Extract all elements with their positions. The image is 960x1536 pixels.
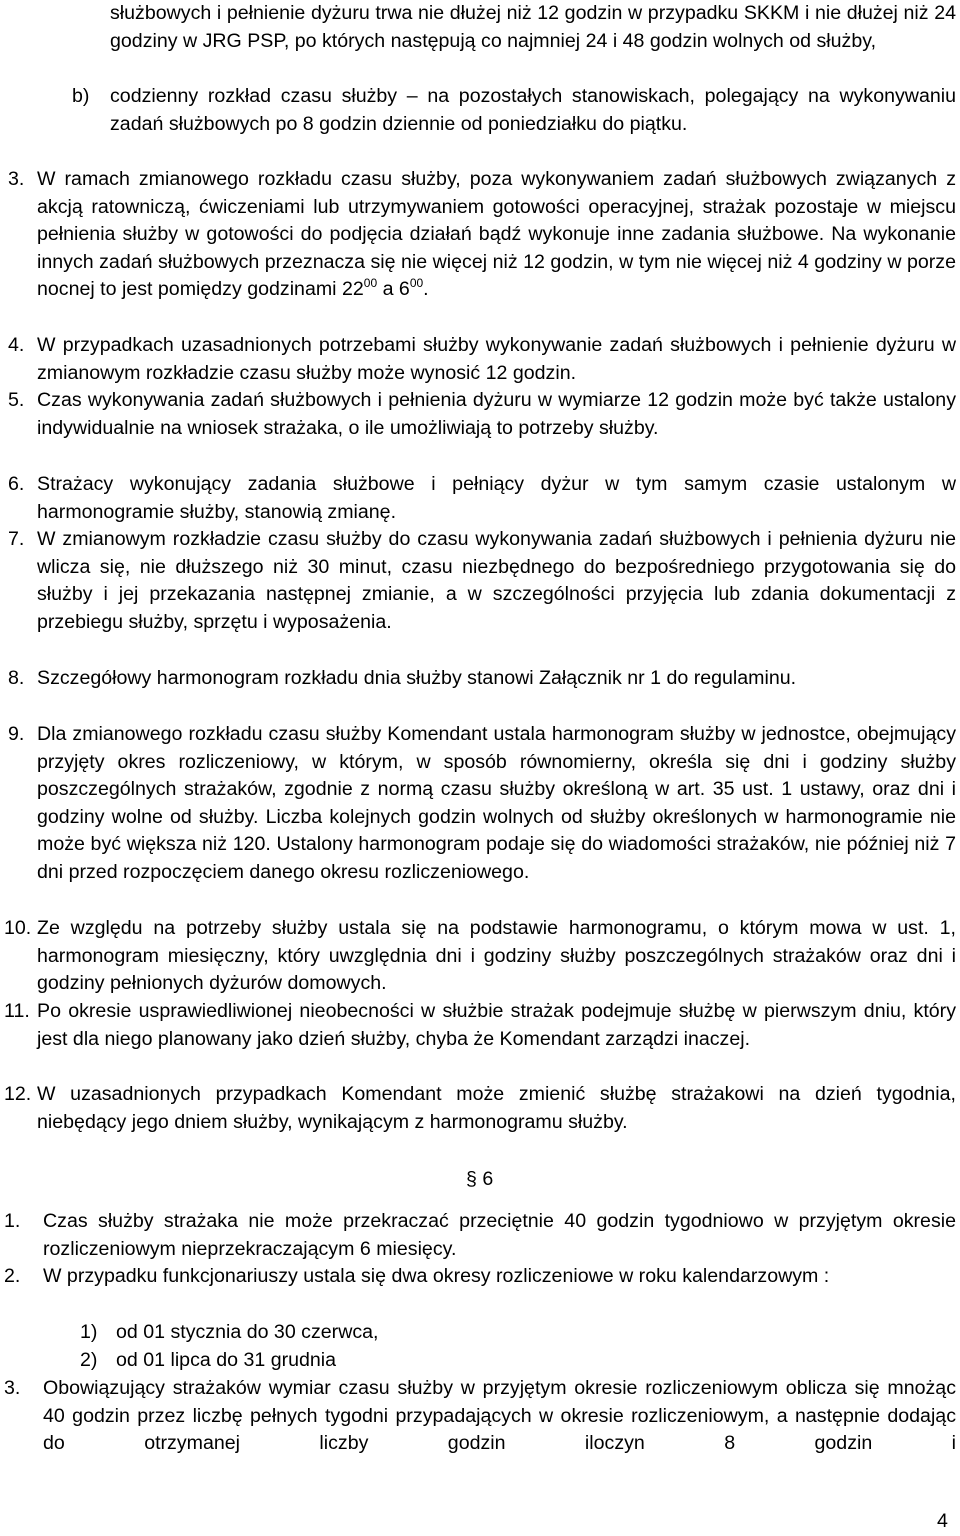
page-number: 4 xyxy=(937,1510,948,1532)
s2-item-2-text: W przypadku funkcjonariuszy ustala się dwa okresy rozliczeniowe w roku kalendarzowym : xyxy=(43,1265,830,1287)
item-11-text: Po okresie usprawiedliwionej nieobecności w służbie strażak podejmuje służbę w pierwszym dniu, który jest dla niego planowany jako dzień służby, chyba że Komendant zarządzi inaczej. xyxy=(37,1000,956,1050)
sub-item-1-number: 1) xyxy=(80,1321,98,1343)
s2-item-3-text: Obowiązujący strażaków wymiar czasu służby w przyjętym okresie rozliczeniowym oblicza się mnożąc 40 godzin przez liczbę pełnych tygodni przypadających w okresie rozliczeniowym, a następnie dodając do otrzymanej liczby godzin iloczyn 8 godzin i xyxy=(43,1377,956,1455)
sub-item-2-number: 2) xyxy=(80,1349,98,1371)
paragraph-mark: § 6 xyxy=(466,1168,494,1190)
item-a-continuation: służbowych i pełnienie dyżuru trwa nie dłużej niż 12 godzin w przypadku SKKM i nie dłużej niż 24 godziny w JRG PSP, po których następują co najmniej 24 i 48 godzin wolnych od służby, xyxy=(110,2,956,52)
item-5-text: Czas wykonywania zadań służbowych i pełnienia dyżuru w wymiarze 12 godzin może być także ustalony indywidualnie na wniosek strażaka, o ile umożliwiają to potrzeby służby. xyxy=(37,389,956,439)
item-10-number: 10. xyxy=(4,917,32,939)
item-b-label: b) xyxy=(72,85,90,107)
item-9-text: Dla zmianowego rozkładu czasu służby Komendant ustala harmonogram służby w jednostce, obejmujący przyjęty okres rozliczeniowy, w którym, w sposób równomierny, określa się dni i godziny służby poszczególnych strażaków, zgodnie z normą czasu służby określoną w art. 35 ust. 1 ustawy, oraz dni i godziny wolne od służby. Liczba kolejnych godzin wolnych od służby określonych w harmonogramie nie może być większa niż 120. Ustalony harmonogram podaje się do wiadomości strażaków, nie później niż 7 dni przed rozpoczęciem danego okresu rozliczeniowego. xyxy=(37,723,956,883)
item-8-text: Szczegółowy harmonogram rozkładu dnia służby stanowi Załącznik nr 1 do regulaminu. xyxy=(37,667,797,689)
item-7-text: W zmianowym rozkładzie czasu służby do czasu wykonywania zadań służbowych i pełnienia dyżuru nie wlicza się, nie dłuższego niż 30 minut, czasu niezbędnego do bezpośredniego przygotowania się do służby i jej przekazania następnej zmianie, a w szczególności przyjęcia lub zdania dokumentacji z przebiegu służby, sprzętu i wyposażenia. xyxy=(37,528,956,633)
sub-item-1-text: od 01 stycznia do 30 czerwca, xyxy=(116,1321,379,1343)
item-5-number: 5. xyxy=(8,389,25,411)
item-4-number: 4. xyxy=(8,334,25,356)
item-9-number: 9. xyxy=(8,723,25,745)
s2-item-1-number: 1. xyxy=(4,1210,21,1232)
item-3-number: 3. xyxy=(8,168,25,190)
sub-item-2-text: od 01 lipca do 31 grudnia xyxy=(116,1349,337,1371)
item-4-text: W przypadkach uzasadnionych potrzebami służby wykonywanie zadań służbowych i pełnienie dyżuru w zmianowym rozkładzie czasu służby może wynosić 12 godzin. xyxy=(37,334,956,384)
item-6-number: 6. xyxy=(8,473,25,495)
s2-item-3-number: 3. xyxy=(4,1377,21,1399)
item-12-number: 12. xyxy=(4,1083,32,1105)
item-7-number: 7. xyxy=(8,528,25,550)
item-12-text: W uzasadnionych przypadkach Komendant może zmienić służbę strażakowi na dzień tygodnia, niebędący jego dniem służby, wynikającym z harmonogramu służby. xyxy=(37,1083,956,1133)
item-11-number: 11. xyxy=(4,1000,30,1022)
item-8-number: 8. xyxy=(8,667,25,689)
item-10-text: Ze względu na potrzeby służby ustala się na podstawie harmonogramu, o którym mowa w ust. 1, harmonogram miesięczny, który uwzględnia dni i godziny służby poszczególnych strażaków oraz dni i godziny pełnionych dyżurów domowych. xyxy=(37,917,956,995)
s2-item-1-text: Czas służby strażaka nie może przekraczać przeciętnie 40 godzin tygodniowo w przyjętym okresie rozliczeniowym nieprzekraczającym 6 miesięcy. xyxy=(43,1210,956,1260)
s2-item-2-number: 2. xyxy=(4,1265,21,1287)
item-b-text: codzienny rozkład czasu służby – na pozostałych stanowiskach, polegający na wykonywaniu zadań służbowych po 8 godzin dziennie od poniedziałku do piątku. xyxy=(110,85,956,135)
item-3-text: W ramach zmianowego rozkładu czasu służby, poza wykonywaniem zadań służbowych związanych z akcją ratowniczą, ćwiczeniami lub utrzymywaniem gotowości operacyjnej, strażak pozostaje w miejscu pełnienia służby w gotowości do podjęcia działań bądź wykonuje inne zadania służbowe. Na wykonanie innych zadań służbowych przeznacza się nie więcej niż 12 godzin, w tym nie więcej niż 4 godziny w porze nocnej to jest pomiędzy godzinami $22^{00}$ a $6^{00}$. xyxy=(37,168,956,301)
item-6-text: Strażacy wykonujący zadania służbowe i pełniący dyżur w tym samym czasie ustalonym w harmonogramie służby, stanowią zmianę. xyxy=(37,473,956,523)
